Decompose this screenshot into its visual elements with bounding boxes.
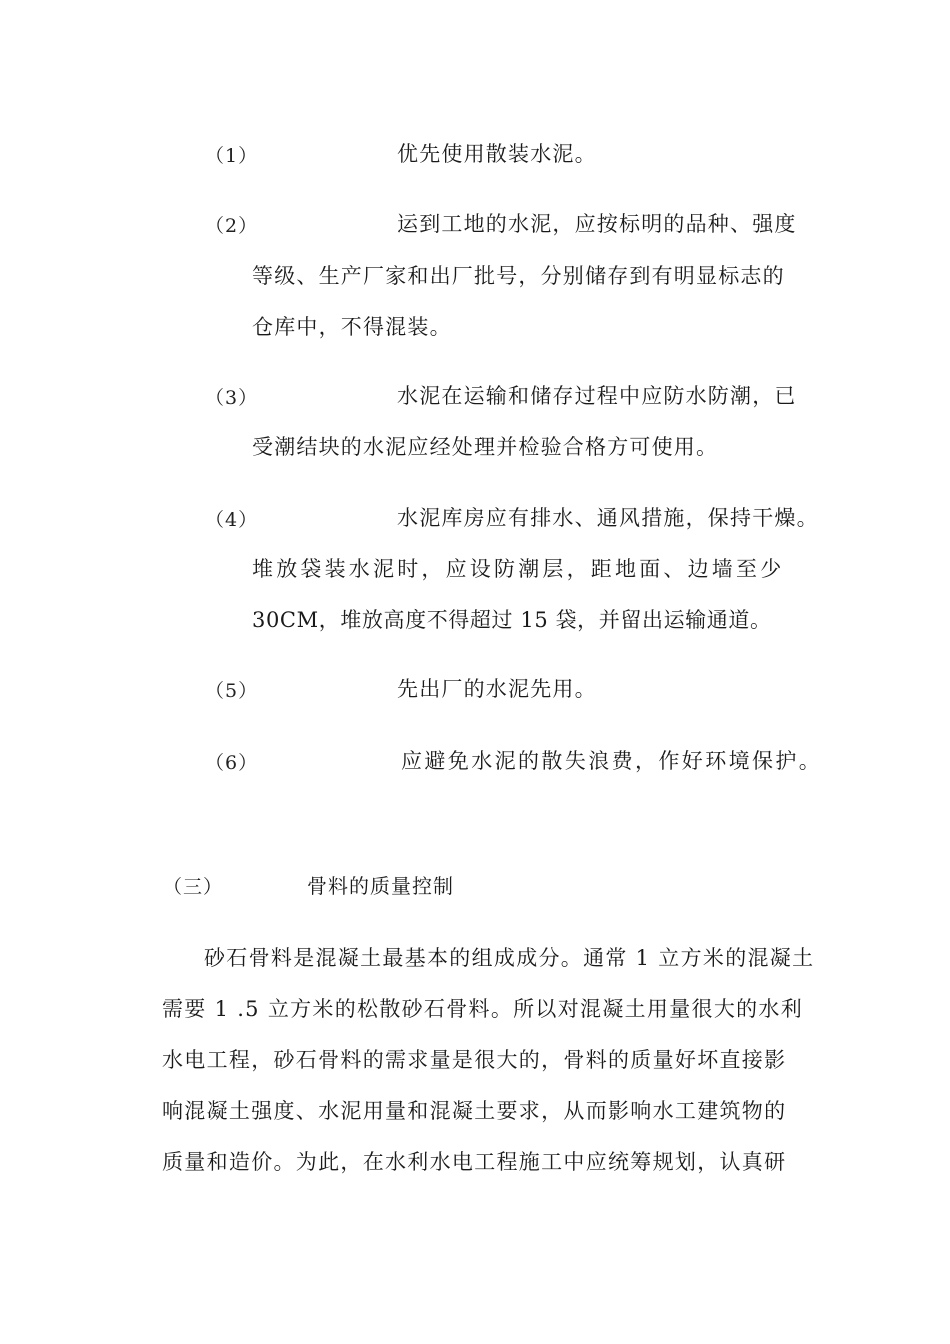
paragraph-line: 质量和造价。为此，在水利水电工程施工中应统筹规划，认真研 [162, 1150, 787, 1174]
item-text: 优先使用散装水泥。 [397, 142, 597, 166]
item-number: （2） [205, 215, 259, 237]
paragraph-line: 响混凝土强度、水泥用量和混凝土要求，从而影响水工建筑物的 [162, 1099, 787, 1123]
paragraph-line: 水电工程，砂石骨料的需求量是很大的，骨料的质量好坏直接影 [162, 1048, 787, 1072]
item-text: 等级、生产厂家和出厂批号，分别储存到有明显标志的 [252, 264, 785, 288]
item-number: （3） [205, 387, 259, 409]
section-title: 骨料的质量控制 [307, 874, 454, 898]
item-text: 先出厂的水泥先用。 [397, 677, 597, 701]
item-text: 运到工地的水泥，应按标明的品种、强度 [397, 212, 797, 236]
item-number: （1） [205, 145, 259, 167]
item-text: 30CM，堆放高度不得超过 15 袋，并留出运输通道。 [252, 608, 772, 632]
paragraph-line: 需要 1 .5 立方米的松散砂石骨料。所以对混凝土用量很大的水利 [162, 997, 804, 1021]
item-text: 仓库中，不得混装。 [252, 315, 452, 339]
section-number: （三） [163, 876, 224, 898]
item-text: 水泥库房应有排水、通风措施，保持干燥。 [397, 506, 819, 530]
paragraph-line: 砂石骨料是混凝土最基本的组成成分。通常 1 立方米的混凝土 [204, 946, 815, 970]
item-number: （4） [205, 509, 259, 531]
item-number: （5） [205, 680, 259, 702]
item-text: 应避免水泥的散失浪费，作好环境保护。 [401, 749, 823, 773]
item-number: （6） [205, 752, 259, 774]
item-text: 受潮结块的水泥应经处理并检验合格方可使用。 [252, 435, 719, 459]
item-text: 水泥在运输和储存过程中应防水防潮，已 [397, 384, 797, 408]
item-text: 堆放袋装水泥时，应设防潮层，距地面、边墙至少 [252, 557, 785, 581]
